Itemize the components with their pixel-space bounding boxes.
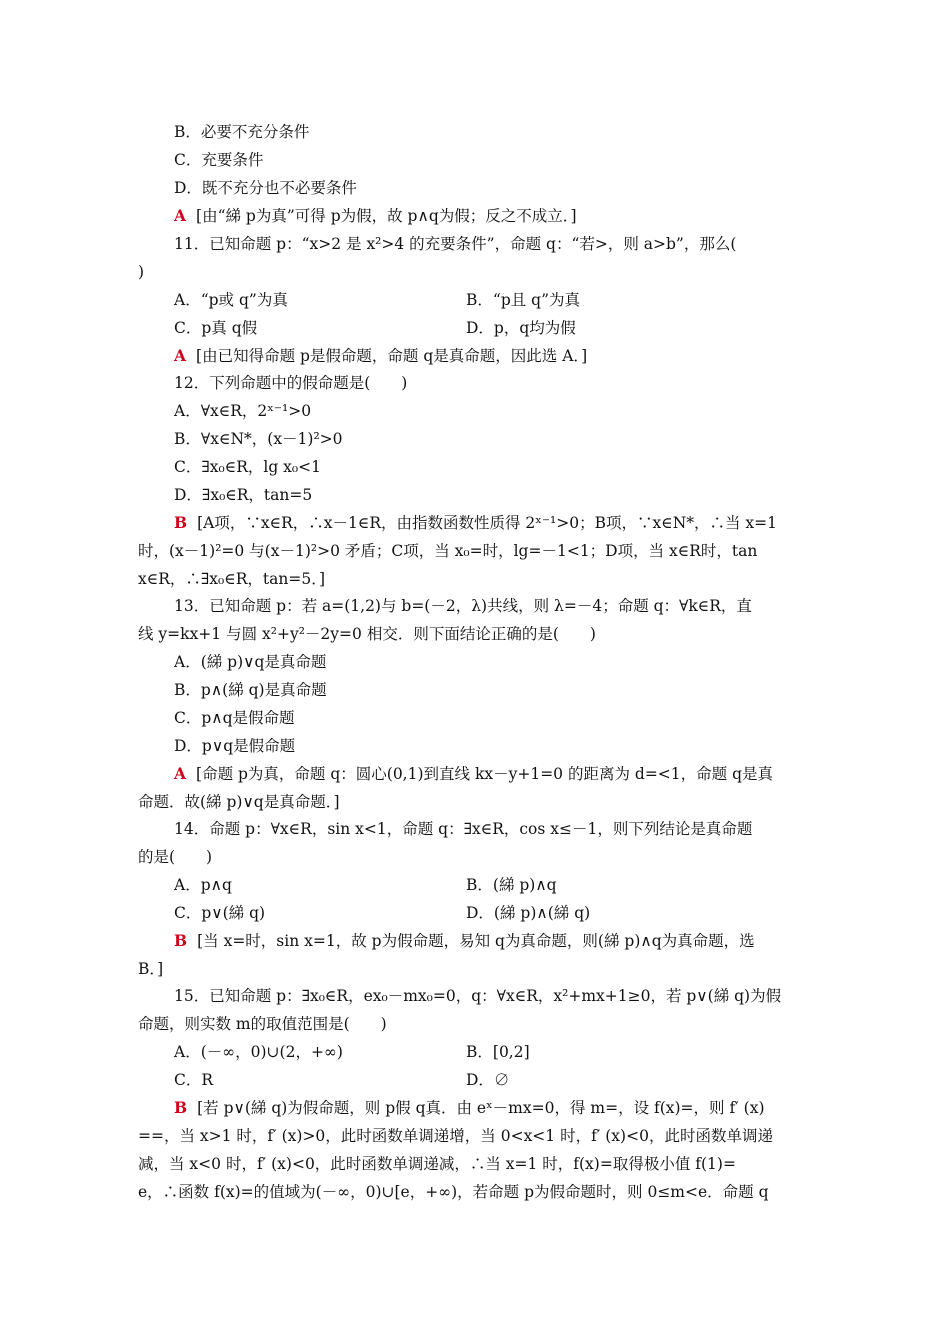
question-line: 15．已知命题 p：∃x₀∈R，ex₀－mx₀=0，q：∀x∈R，x²+mx+1≥0，若 p∨(綈 q)为假: [174, 987, 782, 1005]
question-line: 线 y=kx+1 与圆 x²+y²－2y=0 相交．则下面结论正确的是( ): [138, 625, 596, 643]
answer-line: [174, 513, 814, 533]
question-line: 14．命题 p：∀x∈R，sin x<1，命题 q：∃x∈R，cos x≤－1，则下列结论是真命题: [174, 820, 753, 838]
option-line: B．必要不充分条件: [174, 123, 310, 141]
answer-letter: B: [174, 513, 188, 532]
option-line: D．∃x₀∈R，tan=5: [174, 486, 313, 504]
answer-letter: A: [174, 764, 187, 783]
answer-line: ==，当 x>1 时，f′ (x)>0，此时函数单调递增，当 0<x<1 时，f′ (x)<0，此时函数单调递: [138, 1127, 773, 1145]
question-line: 11．已知命题 p：“x>2 是 x²>4 的充要条件”，命题 q：“若>，则 a>b”，那么(: [174, 235, 737, 253]
question-line: ): [138, 263, 145, 281]
answer-text: [A项，∵x∈R，∴x－1∈R，由指数函数性质得 2ˣ⁻¹>0；B项，∵x∈N*，∴当 x=1: [197, 514, 778, 532]
option-line: B．[0,2]: [466, 1043, 530, 1061]
answer-line: 减，当 x<0 时，f′ (x)<0，此时函数单调递减，∴当 x=1 时，f(x)=取得极小值 f(1)=: [138, 1155, 736, 1173]
answer-text: [命题 p为真，命题 q：圆心(0,1)到直线 kx－y+1=0 的距离为 d=<1，命题 q是真: [196, 765, 773, 783]
option-line: D．(綈 p)∧(綈 q): [466, 904, 591, 922]
answer-line: x∈R，∴∃x₀∈R，tan=5．]: [138, 570, 325, 588]
answer-line: B．]: [138, 960, 164, 978]
answer-text: [当 x=时，sin x=1，故 p为假命题，易知 q为真命题，则(綈 p)∧q为真命题，选: [197, 932, 755, 950]
option-line: C．p∧q是假命题: [174, 709, 295, 727]
answer-text: [由“綈 p为真”可得 p为假，故 p∧q为假；反之不成立．]: [196, 207, 577, 225]
option-line: B．∀x∈N*，(x－1)²>0: [174, 430, 343, 448]
option-line: B．(綈 p)∧q: [466, 876, 557, 894]
answer-line: [174, 1098, 814, 1118]
option-line: A．“p或 q”为真: [174, 291, 288, 309]
option-line: D．∅: [466, 1071, 510, 1089]
option-line: B．“p且 q”为真: [466, 291, 581, 309]
question-line: 13．已知命题 p：若 a=(1,2)与 b=(－2，λ)共线，则 λ=－4；命题 q：∀k∈R，直: [174, 597, 752, 615]
question-line: 的是( ): [138, 848, 213, 866]
option-line: D．既不充分也不必要条件: [174, 179, 357, 197]
answer-text: [由已知得命题 p是假命题，命题 q是真命题，因此选 A．]: [196, 347, 588, 365]
answer-line: [174, 764, 814, 784]
answer-text: [若 p∨(綈 q)为假命题，则 p假 q真．由 eˣ－mx=0，得 m=，设 f(x)=，则 f′ (x): [197, 1099, 765, 1117]
question-line: 命题，则实数 m的取值范围是( ): [138, 1015, 387, 1033]
option-line: C．p∨(綈 q): [174, 904, 266, 922]
option-line: A．(綈 p)∨q是真命题: [174, 653, 327, 671]
option-line: C．充要条件: [174, 151, 264, 169]
answer-line: e，∴函数 f(x)=的值域为(－∞，0)∪[e，+∞)，若命题 p为假命题时，则 0≤m<e．命题 q: [138, 1183, 769, 1201]
option-line: C．∃x₀∈R，lg x₀<1: [174, 458, 321, 476]
option-line: C．p真 q假: [174, 319, 258, 337]
option-line: A．p∧q: [174, 876, 232, 894]
answer-line: [174, 206, 814, 226]
answer-letter: A: [174, 206, 187, 225]
answer-line: 命题．故(綈 p)∨q是真命题．]: [138, 793, 340, 811]
answer-line: 时，(x－1)²=0 与(x－1)²>0 矛盾；C项，当 x₀=时，lg=－1<1；D项，当 x∈R时，tan: [138, 542, 758, 560]
option-line: B．p∧(綈 q)是真命题: [174, 681, 327, 699]
answer-letter: A: [174, 346, 187, 365]
answer-line: [174, 346, 814, 366]
answer-letter: B: [174, 931, 188, 950]
answer-letter: B: [174, 1098, 188, 1117]
option-line: D．p，q均为假: [466, 319, 576, 337]
option-line: A．∀x∈R，2ˣ⁻¹>0: [174, 402, 312, 420]
answer-line: [174, 931, 814, 951]
question-line: 12．下列命题中的假命题是( ): [174, 374, 408, 392]
option-line: A．(－∞，0)∪(2，+∞): [174, 1043, 343, 1061]
option-line: D．p∨q是假命题: [174, 737, 296, 755]
option-line: C．R: [174, 1071, 214, 1089]
